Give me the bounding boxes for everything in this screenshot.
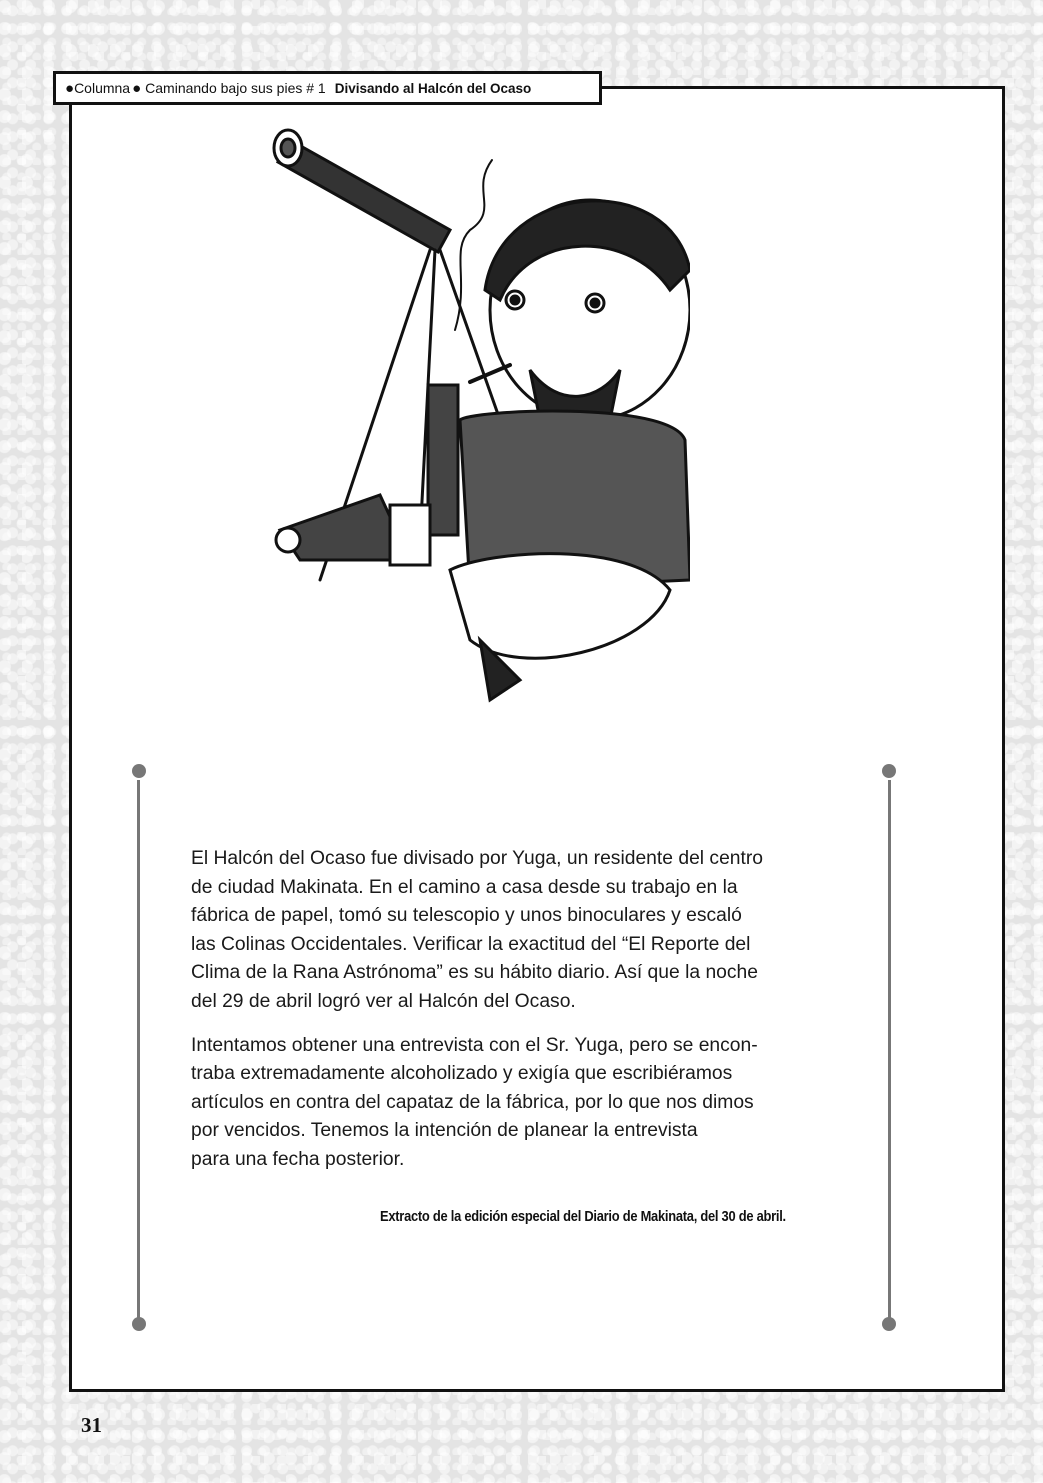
text-line: para una fecha posterior. [191,1148,405,1170]
article-paragraph [191,845,841,1017]
article-paragraph [191,1032,841,1175]
page-number: 31 [81,1413,102,1437]
article-body [191,845,841,1190]
bullet-icon: ● [132,79,142,97]
text-line: las Colinas Occidentales. Verificar la exactitud del “El Reporte del [191,933,751,955]
rule-cap-icon [882,764,896,778]
column-label: Columna [74,80,131,96]
text-line: El Halcón del Ocaso fue divisado por Yuga, un residente del centro [191,848,764,869]
text-line: traba extremadamente alcoholizado y exigía que escribiéramos [191,1063,733,1085]
text-line: Intentamos obtener una entrevista con el Sr. Yuga, pero se encon- [191,1034,758,1056]
rule-cap-icon [882,1317,896,1331]
column-header [53,71,602,105]
rule-cap-icon [132,764,146,778]
text-line: de ciudad Makinata. En el camino a casa desde su trabajo en la [191,876,738,898]
bullet-icon: ● [65,79,75,97]
text-line: del 29 de abril logró ver al Halcón del Ocaso. [191,990,576,1012]
source-note: Extracto de la edición especial del Diario de Makinata, del 30 de abril. [380,1208,786,1225]
decorative-right-rule [888,780,891,1325]
illustration-telescope-man [270,120,690,720]
rule-cap-icon [132,1317,146,1331]
decorative-left-rule [137,780,140,1325]
text-line: artículos en contra del capataz de la fábrica, por lo que nos dimos [191,1091,754,1113]
text-line: por vencidos. Tenemos la intención de planear la entrevista [191,1120,698,1142]
column-title: Divisando al Halcón del Ocaso [334,80,532,96]
text-line: Clima de la Rana Astrónoma” es su hábito diario. Así que la noche [191,962,758,984]
series-label: Caminando bajo sus pies # 1 [145,80,326,96]
text-line: fábrica de papel, tomó su telescopio y unos binoculares y escaló [191,905,742,927]
